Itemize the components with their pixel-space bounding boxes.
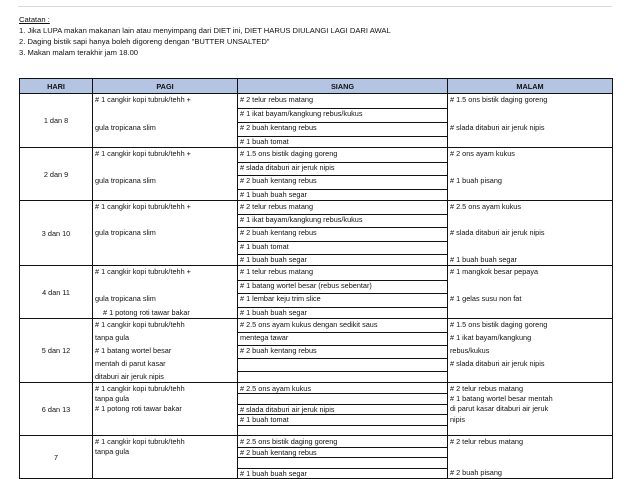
menu-item — [238, 393, 447, 403]
menu-item — [95, 163, 235, 173]
siang-menu — [238, 201, 447, 265]
malam-menu — [448, 383, 612, 435]
pagi-cell — [93, 266, 238, 319]
siang-cell — [238, 266, 448, 319]
menu-item: # 1 ikat bayam/kangkung rebus/kukus — [238, 108, 447, 119]
menu-item — [450, 137, 610, 147]
table-row — [20, 319, 613, 383]
menu-item: di parut kasar ditaburi air jeruk — [450, 404, 549, 414]
header-siang: SIANG — [238, 79, 448, 94]
menu-item: # 2.5 ons ayam kukus dengan sedikit saus — [240, 320, 378, 329]
malam-menu — [448, 148, 612, 200]
menu-item: # 1 batang wortel besar (rebus sebentar) — [238, 280, 447, 291]
menu-item — [95, 415, 235, 425]
note-item: 2. Daging bistik sapi hanya boleh digoreng dengan "BUTTER UNSALTED" — [19, 37, 270, 46]
menu-item: gula tropicana slim — [95, 176, 156, 186]
day-cell: 2 dan 9 — [20, 148, 93, 201]
menu-item: # 1 cangkir kopi tubruk/tehh — [95, 320, 185, 329]
menu-item: gula tropicana slim — [95, 122, 156, 132]
menu-item: mentega tawar — [238, 332, 447, 343]
menu-item: # 1 ikat bayam/kangkung — [450, 332, 532, 342]
menu-item: # slada ditaburi air jeruk nipis — [450, 122, 545, 132]
siang-cell — [238, 201, 448, 266]
table-row — [20, 383, 613, 436]
menu-item: # 1 telur rebus matang — [240, 267, 314, 276]
pagi-menu — [93, 201, 237, 265]
menu-item: # 2 telur rebus matang — [240, 202, 314, 211]
menu-item: # 1.5 ons bistik daging goreng — [450, 95, 548, 104]
menu-item: # 1 buah buah segar — [238, 254, 447, 265]
menu-item: nipis — [450, 414, 466, 424]
menu-item — [450, 308, 610, 318]
top-divider — [18, 6, 612, 7]
table-row — [20, 266, 613, 319]
note-item: 3. Makan malam terakhir jam 18.00 — [19, 48, 139, 57]
menu-item: # 2 buah kentang rebus — [238, 447, 447, 458]
pagi-cell — [93, 319, 238, 383]
menu-item: # 1 cangkir kopi tubruk/tehh — [95, 437, 185, 446]
menu-item: ditaburi air jeruk nipis — [95, 371, 164, 381]
table-header-row — [20, 79, 613, 94]
header-pagi: PAGI — [93, 79, 238, 94]
menu-item — [450, 425, 610, 435]
day-cell: 6 dan 13 — [20, 383, 93, 436]
siang-menu — [238, 319, 447, 382]
malam-menu — [448, 436, 612, 478]
menu-item — [95, 255, 235, 265]
menu-item: tanpa gula — [95, 332, 130, 342]
menu-item — [450, 372, 610, 382]
malam-cell — [448, 94, 613, 148]
siang-menu — [238, 436, 447, 478]
menu-item — [450, 163, 610, 173]
menu-item — [95, 109, 235, 119]
table-row — [20, 436, 613, 479]
menu-item: # 1 cangkir kopi tubruk/tehh + — [95, 149, 191, 158]
menu-item: # 1 potong roti tawar bakar — [95, 404, 182, 414]
day-cell: 1 dan 8 — [20, 94, 93, 148]
menu-item: # 1 buah tomat — [238, 241, 447, 252]
menu-item: # 1 buah tomat — [238, 414, 447, 424]
menu-item: # 2 buah kentang rebus — [238, 227, 447, 238]
siang-cell — [238, 148, 448, 201]
pagi-menu — [93, 148, 237, 200]
menu-item — [450, 458, 610, 468]
menu-item: # slada ditaburi air jeruk nipis — [238, 404, 447, 414]
pagi-cell — [93, 436, 238, 479]
menu-item: tanpa gula — [95, 447, 130, 457]
malam-cell — [448, 436, 613, 479]
notes-title: Catatan : — [19, 15, 50, 24]
menu-item: # 1 potong roti tawar bakar — [103, 307, 190, 317]
diet-table-body — [20, 94, 613, 479]
day-cell: 3 dan 10 — [20, 201, 93, 266]
menu-item — [450, 190, 610, 200]
menu-item: # slada ditaburi air jeruk nipis — [450, 228, 545, 238]
day-cell: 5 dan 12 — [20, 319, 93, 383]
siang-menu — [238, 148, 447, 200]
menu-item: gula tropicana slim — [95, 294, 156, 304]
menu-item — [95, 215, 235, 225]
pagi-menu — [93, 436, 237, 478]
menu-item: # 1 gelas susu non fat — [450, 294, 522, 304]
menu-item: # 2 telur rebus matang — [450, 384, 524, 393]
menu-item — [238, 457, 447, 468]
menu-item — [450, 447, 610, 457]
siang-menu — [238, 383, 447, 435]
menu-item: # 1.5 ons bistik daging goreng — [240, 149, 338, 158]
table-row — [20, 148, 613, 201]
menu-item: rebus/kukus — [450, 345, 490, 355]
note-item: 1. Jika LUPA makan makanan lain atau menyimpang dari DIET ini, DIET HARUS DIULANGI LAGI DARI AWAL — [19, 26, 391, 35]
menu-item: # slada ditaburi air jeruk nipis — [450, 358, 545, 368]
pagi-menu — [93, 319, 237, 382]
menu-item — [95, 137, 235, 147]
pagi-menu — [93, 266, 237, 318]
menu-item — [238, 371, 447, 382]
menu-item: # 2 buah kentang rebus — [238, 175, 447, 186]
menu-item: # 1.5 ons bistik daging goreng — [450, 320, 548, 329]
malam-menu — [448, 266, 612, 318]
menu-item — [95, 242, 235, 252]
menu-item — [95, 468, 235, 478]
menu-item: # 1 cangkir kopi tubruk/tehh — [95, 384, 185, 393]
menu-item: # 1 ikat bayam/kangkung rebus/kukus — [238, 214, 447, 225]
day-cell: 7 — [20, 436, 93, 479]
menu-item: # 2 buah kentang rebus — [238, 345, 447, 356]
menu-item: # 1 lembar keju trim slice — [238, 293, 447, 304]
pagi-cell — [93, 201, 238, 266]
menu-item — [238, 358, 447, 369]
menu-item: # 2 buah kentang rebus — [238, 122, 447, 133]
menu-item: # slada ditaburi air jeruk nipis — [238, 162, 447, 173]
day-cell: 4 dan 11 — [20, 266, 93, 319]
malam-cell — [448, 383, 613, 436]
menu-item: mentah di parut kasar — [95, 358, 166, 368]
notes-section — [19, 14, 391, 58]
siang-cell — [238, 94, 448, 148]
malam-cell — [448, 148, 613, 201]
menu-item: # 1 batang wortel besar — [95, 345, 172, 355]
malam-cell — [448, 201, 613, 266]
menu-item: # 1 mangkok besar pepaya — [450, 267, 539, 276]
menu-item: # 2.5 ons ayam kukus — [450, 202, 521, 211]
menu-item: # 2 telur rebus matang — [240, 95, 314, 104]
menu-item: # 1 cangkir kopi tubruk/tehh + — [95, 267, 191, 276]
menu-item: # 1 cangkir kopi tubruk/tehh + — [95, 202, 191, 211]
header-malam: MALAM — [448, 79, 613, 94]
menu-item: # 2.5 ons ayam kukus — [240, 384, 311, 393]
menu-item: # 1 buah tomat — [238, 136, 447, 147]
menu-item: # 1 buah buah segar — [238, 189, 447, 200]
malam-cell — [448, 319, 613, 383]
malam-menu — [448, 319, 612, 382]
pagi-cell — [93, 94, 238, 148]
menu-item — [95, 458, 235, 468]
menu-item — [450, 281, 610, 291]
siang-menu — [238, 94, 447, 147]
siang-cell — [238, 383, 448, 436]
header-hari: HARI — [20, 79, 93, 94]
menu-item — [95, 281, 235, 291]
menu-item: gula tropicana slim — [95, 228, 156, 238]
pagi-cell — [93, 383, 238, 436]
menu-item: # 1 buah buah segar — [450, 254, 517, 264]
table-row — [20, 201, 613, 266]
menu-item — [450, 109, 610, 119]
table-row — [20, 94, 613, 148]
menu-item — [238, 425, 447, 435]
menu-item: # 1 buah buah segar — [238, 307, 447, 318]
menu-item: # 1 batang wortel besar mentah — [450, 394, 553, 404]
pagi-menu — [93, 94, 237, 147]
siang-menu — [238, 266, 447, 318]
menu-item: # 2 telur rebus matang — [450, 437, 524, 446]
menu-item — [95, 425, 235, 435]
pagi-menu — [93, 383, 237, 435]
menu-item — [450, 242, 610, 252]
menu-item: # 2 buah pisang — [450, 467, 502, 477]
pagi-cell — [93, 148, 238, 201]
menu-item: # 2.5 ons bistik daging goreng — [240, 437, 338, 446]
siang-cell — [238, 436, 448, 479]
malam-cell — [448, 266, 613, 319]
siang-cell — [238, 319, 448, 383]
menu-item: # 1 cangkir kopi tubruk/tehh + — [95, 95, 191, 104]
malam-menu — [448, 94, 612, 147]
menu-item — [450, 215, 610, 225]
menu-item — [95, 190, 235, 200]
diet-table — [19, 78, 613, 479]
menu-item: # 1 buah buah segar — [238, 468, 447, 479]
malam-menu — [448, 201, 612, 265]
menu-item: tanpa gula — [95, 394, 130, 404]
menu-item: # 2 ons ayam kukus — [450, 149, 515, 158]
menu-item: # 1 buah pisang — [450, 176, 502, 186]
